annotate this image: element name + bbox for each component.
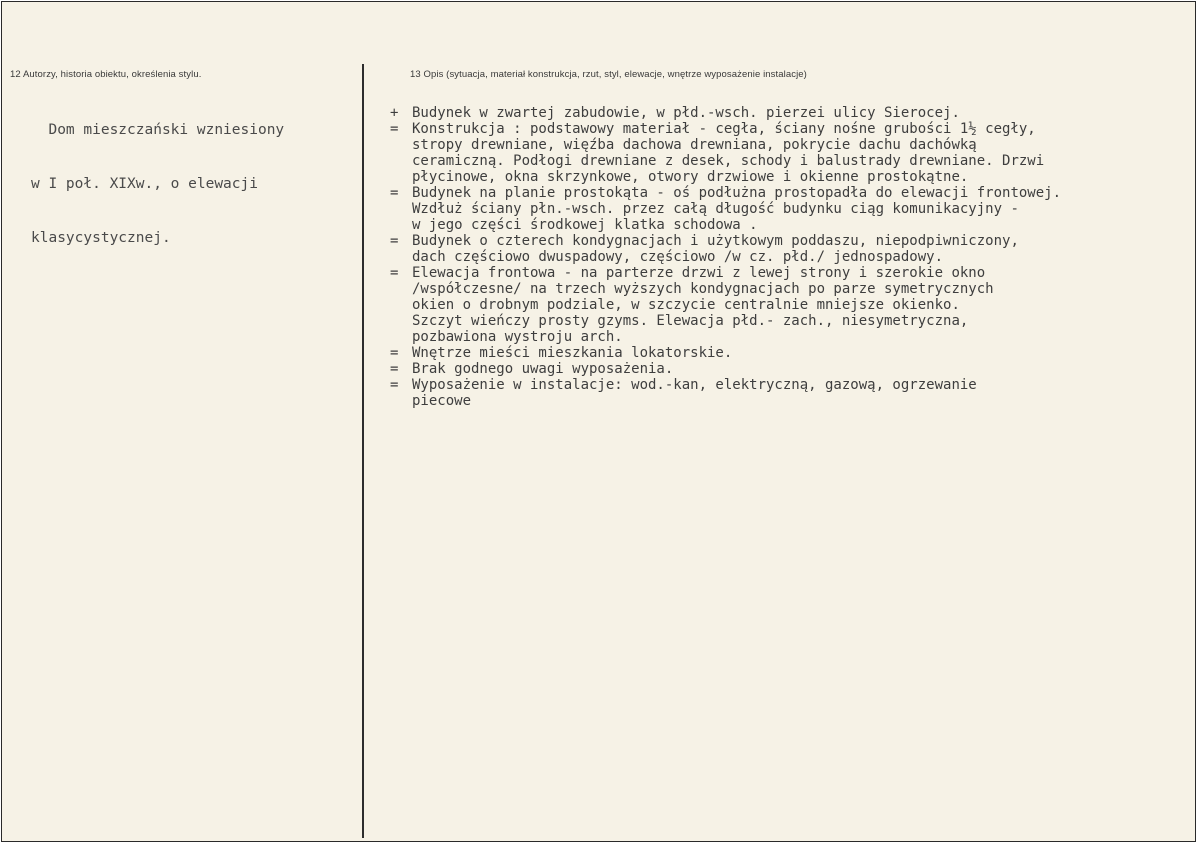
entry-line: płycinowe, okna skrzynkowe, otwory drzwiowe i okienne prostokątne. — [412, 169, 969, 185]
entry-line: Konstrukcja : podstawowy materiał - cegła, ściany nośne grubości 1½ cegły, — [412, 121, 1036, 137]
entry-line: piecowe — [412, 393, 472, 409]
description-entry — [390, 345, 1198, 361]
description-entry — [390, 377, 1198, 409]
section-12-text — [31, 85, 351, 283]
section-12-line: w I poł. XIXw., o elewacji — [31, 176, 258, 192]
description-entry — [390, 361, 1198, 377]
entry-line: ceramiczną. Podłogi drewniane z desek, schody i balustrady drewniane. Drzwi — [412, 153, 1045, 169]
entry-line: Wyposażenie w instalacje: wod.-kan, elektryczną, gazową, ogrzewanie — [412, 377, 977, 393]
section-12-line: Dom mieszczański wzniesiony — [31, 122, 285, 138]
entry-line: okien o drobnym podziale, w szczycie centralnie mniejsze okienko. — [412, 297, 960, 313]
entry-line: Budynek o czterech kondygnacjach i użytkowym poddaszu, niepodpiwniczony, — [412, 233, 1019, 249]
entry-marker: = — [390, 233, 399, 249]
entry-marker: = — [390, 265, 399, 281]
description-entry — [390, 121, 1198, 185]
entry-line: stropy drewniane, więźba dachowa drewniana, pokrycie dachu dachówką — [412, 137, 977, 153]
section-12-line: klasycystycznej. — [31, 230, 171, 246]
entry-marker: + — [390, 105, 399, 121]
column-divider — [362, 64, 364, 838]
entry-line: /współczesne/ na trzech wyższych kondygnacjach po parze symetrycznych — [412, 281, 994, 297]
entry-line: Wzdłuż ściany płn.-wsch. przez całą długość budynku ciąg komunikacyjny - — [412, 201, 1019, 217]
section-12-heading: 12 Autorzy, historia obiektu, określenia stylu. — [10, 69, 202, 80]
entry-line: Brak godnego uwagi wyposażenia. — [412, 361, 674, 377]
entry-marker: = — [390, 377, 399, 393]
entry-marker: = — [390, 121, 399, 137]
description-entry — [390, 233, 1198, 265]
entry-line: Budynek w zwartej zabudowie, w płd.-wsch. pierzei ulicy Sierocej. — [412, 105, 960, 121]
description-entry — [390, 265, 1198, 345]
description-entry — [390, 105, 1198, 121]
entry-line: Szczyt wieńczy prosty gzyms. Elewacja płd.- zach., niesymetryczna, — [412, 313, 969, 329]
entry-line: Elewacja frontowa - na parterze drzwi z lewej strony i szerokie okno — [412, 265, 986, 281]
section-13-entries — [390, 105, 1198, 409]
entry-line: Wnętrze mieści mieszkania lokatorskie. — [412, 345, 733, 361]
entry-line: pozbawiona wystroju arch. — [412, 329, 623, 345]
section-13-heading: 13 Opis (sytuacja, materiał konstrukcja, rzut, styl, elewacje, wnętrze wyposażenie instalacje) — [410, 69, 807, 80]
entry-marker: = — [390, 361, 399, 377]
entry-marker: = — [390, 345, 399, 361]
entry-line: w jego części środkowej klatka schodowa . — [412, 217, 758, 233]
entry-line: dach częściowo dwuspadowy, częściowo /w cz. płd./ jednospadowy. — [412, 249, 944, 265]
record-card — [1, 1, 1196, 842]
entry-line: Budynek na planie prostokąta - oś podłużna prostopadła do elewacji frontowej. — [412, 185, 1062, 201]
description-entry — [390, 185, 1198, 233]
entry-marker: = — [390, 185, 399, 201]
